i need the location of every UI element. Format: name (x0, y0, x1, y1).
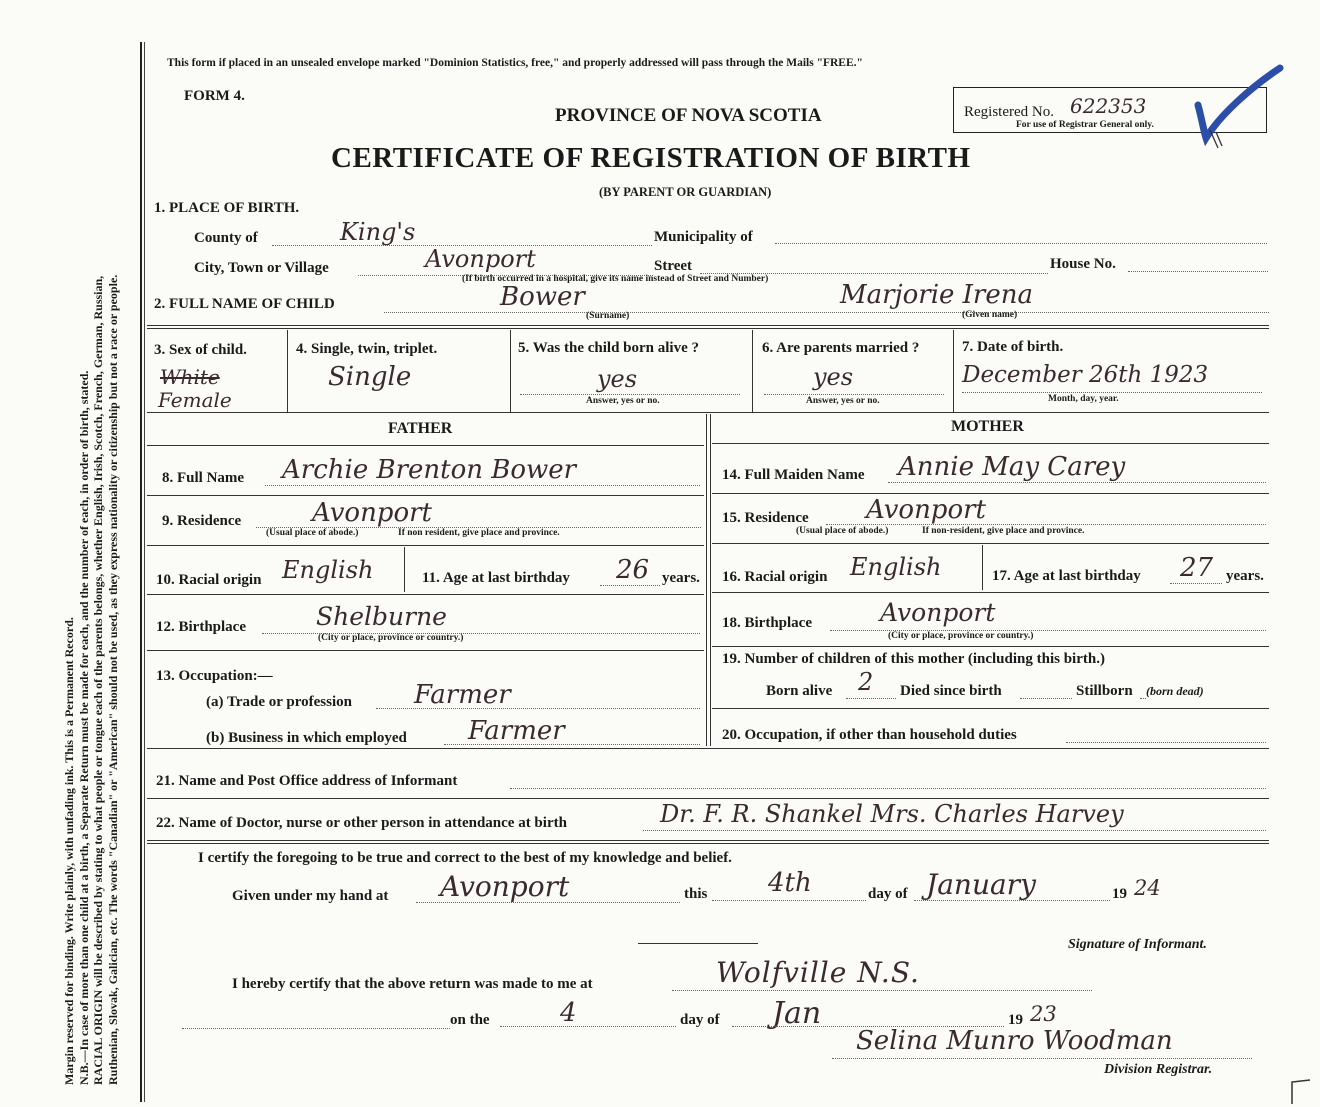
div-5 (510, 330, 511, 412)
f-racial-divider (404, 547, 405, 592)
hospital-note: (If birth occurred in a hospital, give its name instead of Street and Number) (462, 274, 769, 284)
married-line (764, 394, 944, 395)
certify-month-line (914, 900, 1110, 901)
mother-nonres-note: If non-resident, give place and province. (922, 526, 1085, 536)
trade-value: Farmer (414, 680, 511, 710)
business-value: Farmer (468, 716, 565, 746)
rule-f-9 (147, 495, 704, 496)
municipality-label: Municipality of (654, 229, 753, 245)
father-place-note: (City or place, province or country.) (318, 633, 464, 643)
rule-row3-top2 (147, 328, 1269, 329)
rule-cert-top2 (147, 843, 1269, 844)
mother-name-label: 14. Full Maiden Name (722, 467, 865, 483)
parents-divider (706, 414, 707, 746)
alive-note: Answer, yes or no. (586, 396, 660, 406)
attendant-label: 22. Name of Doctor, nurse or other person in attendance at birth (156, 815, 567, 831)
father-age-line (600, 585, 660, 586)
business-line (444, 744, 700, 745)
margin-line-2: N.B.—In case of more than one child at a birth, a Separate Return must be made for each, and the number of each, in order of birth, stated. (76, 370, 91, 1085)
certify-day-line (712, 900, 866, 901)
plurality-label: 4. Single, twin, triplet. (296, 341, 438, 357)
father-residence-label: 9. Residence (162, 513, 242, 529)
certify-statement: I certify the foregoing to be true and correct to the best of my knowledge and belief. (198, 850, 732, 866)
binding-line-inner (144, 42, 145, 1102)
rule-row3-top (147, 325, 1269, 326)
mother-age-line (1170, 583, 1222, 584)
sex-value: Female (158, 388, 232, 412)
alive-line (520, 394, 740, 395)
county-label: County of (194, 230, 258, 246)
father-years: years. (662, 570, 700, 586)
mail-notice: This form if placed in an unsealed envelope marked "Dominion Statistics, free," and properly addressed will pass through the Mails "FREE." (167, 57, 863, 69)
registrar-month: Jan (772, 996, 822, 1031)
trade-line (376, 708, 700, 709)
attendant-value: Dr. F. R. Shankel Mrs. Charles Harvey (660, 800, 1124, 828)
rule-m-15 (712, 493, 1269, 494)
mother-abode-note: (Usual place of abode.) (796, 526, 889, 536)
city-label: City, Town or Village (194, 260, 329, 276)
city-value: Avonport (425, 245, 536, 273)
county-value: King's (340, 218, 416, 246)
registered-label: Registered No. (964, 104, 1054, 120)
certify-year-prefix: 19 (1112, 886, 1127, 902)
registrar-year-prefix: 19 (1008, 1012, 1023, 1028)
father-age: 26 (616, 555, 650, 585)
this-label: this (684, 886, 708, 902)
informant-signature-label: Signature of Informant. (1068, 937, 1207, 952)
rule-m-19 (712, 646, 1269, 647)
binding-line (140, 42, 142, 1102)
mother-occupation-label: 20. Occupation, if other than household duties (722, 727, 1017, 743)
stillborn-note: (born dead) (1146, 684, 1204, 698)
mother-birthplace-label: 18. Birthplace (722, 615, 812, 631)
father-birthplace: Shelburne (316, 602, 447, 631)
sex-label: 3. Sex of child. (154, 342, 247, 358)
registrar-day-line (500, 1026, 676, 1027)
rule-f-8 (147, 445, 704, 446)
father-residence: Avonport (312, 498, 432, 528)
certify-month: January (926, 868, 1036, 901)
day-of-label: day of (868, 886, 908, 902)
child-name-label: 2. FULL NAME OF CHILD (154, 296, 335, 312)
registrar-title: Division Registrar. (1104, 1062, 1213, 1077)
mother-name-line (888, 482, 1266, 483)
father-name: Archie Brenton Bower (282, 455, 577, 485)
registrar-statement: I hereby certify that the above return was made to me at (232, 976, 593, 992)
certify-year: 24 (1134, 876, 1161, 900)
sex-struck: White (160, 365, 220, 389)
registered-number: 622353 (1070, 94, 1147, 118)
married-label: 6. Are parents married ? (762, 340, 920, 356)
given-under-label: Given under my hand at (232, 888, 389, 904)
father-racial: English (282, 556, 374, 584)
registrar-lead-line (182, 1028, 450, 1029)
occupation-label: 13. Occupation:— (156, 668, 273, 684)
married-note: Answer, yes or no. (806, 396, 880, 406)
page-title: CERTIFICATE OF REGISTRATION OF BIRTH (331, 142, 971, 174)
father-name-label: 8. Full Name (162, 470, 245, 486)
house-label: House No. (1050, 256, 1116, 272)
father-heading: FATHER (388, 420, 453, 437)
margin-line-1: Margin reserved for binding. Write plainly, with unfading ink. This is a Permanent Record. (62, 617, 76, 1085)
given-note: (Given name) (962, 310, 1018, 320)
plurality-value: Single (328, 362, 412, 392)
rule-f-13 (147, 650, 704, 651)
certify-place-line (416, 902, 680, 903)
mother-heading: MOTHER (951, 418, 1024, 435)
div-4 (287, 330, 288, 412)
informant-line (510, 788, 1266, 789)
mother-birthplace: Avonport (880, 598, 996, 627)
alive-label: 5. Was the child born alive ? (518, 340, 699, 356)
registrar-day-of-label: day of (680, 1012, 720, 1028)
page-subtitle: (BY PARENT OR GUARDIAN) (599, 185, 772, 199)
father-racial-label: 10. Racial origin (156, 572, 262, 588)
div-6 (752, 330, 753, 412)
father-nonres-note: If non resident, give place and province. (398, 528, 560, 538)
registrar-note: For use of Registrar General only. (1016, 120, 1154, 130)
short-rule (638, 943, 758, 944)
place-of-birth-label: 1. PLACE OF BIRTH. (154, 200, 300, 216)
dob-note: Month, day, year. (1048, 394, 1119, 404)
father-age-label: 11. Age at last birthday (422, 570, 570, 586)
registrar-place-line (672, 990, 1092, 991)
informant-label: 21. Name and Post Office address of Informant (156, 773, 458, 789)
dob-line (962, 392, 1262, 393)
rule-cert-top (147, 840, 1269, 841)
parents-divider-2 (710, 414, 711, 746)
house-line (1128, 271, 1268, 272)
certify-day: 4th (768, 868, 812, 898)
corner-mark-icon (1284, 1076, 1314, 1106)
certify-place: Avonport (440, 870, 570, 903)
mother-racial: English (850, 553, 942, 581)
check-mark-icon (1180, 60, 1290, 160)
born-alive-line (846, 698, 896, 699)
dob-value: December 26th 1923 (962, 362, 1209, 388)
mother-racial-label: 16. Racial origin (722, 569, 828, 585)
rule-21-top (147, 748, 1269, 749)
mother-years: years. (1226, 568, 1264, 584)
child-given-name: Marjorie Irena (840, 280, 1033, 310)
margin-line-4: Ruthenian, Slovak, Galician, etc. The words "Canadian" or "American" should not be used, as they express nationality or citizenship but not a race or people. (105, 274, 120, 1085)
rule-m-18 (712, 592, 1269, 593)
rule-row3-bottom (147, 412, 1269, 413)
rule-m-16 (712, 543, 1269, 544)
attendant-line (643, 830, 1266, 831)
business-label: (b) Business in which employed (206, 730, 407, 746)
child-surname: Bower (500, 282, 585, 312)
margin-line-3: RACIAL ORIGIN will be described by stating to what people or tongue each of the parents belongs, whether English, Irish, Scotch, French, German, Russian, (91, 275, 105, 1085)
form-number: FORM 4. (184, 88, 245, 104)
trade-label: (a) Trade or profession (206, 694, 352, 710)
mother-residence-label: 15. Residence (722, 510, 809, 526)
registrar-signature: Selina Munro Woodman (856, 1026, 1173, 1056)
rule-f-12 (147, 594, 704, 595)
dob-label: 7. Date of birth. (962, 339, 1064, 355)
province-title: PROVINCE OF NOVA SCOTIA (555, 105, 822, 126)
father-birthplace-label: 12. Birthplace (156, 619, 246, 635)
municipality-line (775, 243, 1267, 244)
stillborn-label: Stillborn (1076, 683, 1133, 699)
m-racial-divider (982, 545, 983, 590)
surname-note: (Surname) (586, 311, 630, 321)
rule-22-top (147, 798, 1269, 799)
registrar-year: 23 (1030, 1002, 1057, 1026)
alive-value: yes (597, 365, 638, 393)
children-label: 19. Number of children of this mother (including this birth.) (722, 651, 1105, 667)
died-line (1020, 698, 1072, 699)
mother-residence-line (826, 524, 1266, 525)
mother-age: 27 (1180, 553, 1214, 583)
registrar-day: 4 (560, 998, 577, 1028)
married-value: yes (813, 363, 854, 391)
mother-residence: Avonport (866, 495, 986, 525)
mother-age-label: 17. Age at last birthday (992, 568, 1141, 584)
born-alive-label: Born alive (766, 683, 833, 699)
div-7 (953, 330, 954, 412)
child-name-line (384, 312, 1269, 313)
registrar-signature-line (832, 1058, 1252, 1059)
street-label: Street (654, 258, 693, 274)
rule-m-14 (712, 443, 1269, 444)
father-abode-note: (Usual place of abode.) (266, 528, 359, 538)
on-the-label: on the (450, 1012, 490, 1028)
died-label: Died since birth (900, 683, 1002, 699)
mother-occupation-line (1066, 742, 1266, 743)
born-alive-value: 2 (858, 668, 874, 696)
father-name-line (265, 485, 700, 486)
rule-f-10 (147, 545, 704, 546)
registrar-place: Wolfville N.S. (716, 956, 920, 989)
margin-instructions (62, 45, 120, 1085)
mother-place-note: (City or place, province or country.) (888, 631, 1034, 641)
rule-m-20 (712, 708, 1269, 709)
mother-name: Annie May Carey (898, 452, 1126, 482)
